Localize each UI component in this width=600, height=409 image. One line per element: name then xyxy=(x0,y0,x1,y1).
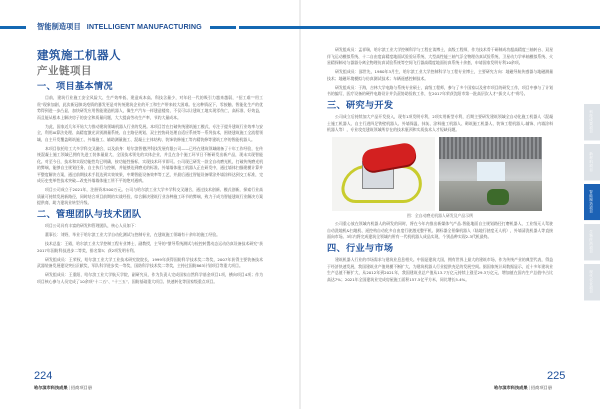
side-tab-label: 现代农业项目 xyxy=(589,270,594,294)
right-column xyxy=(327,47,553,286)
robot-shape xyxy=(487,189,509,205)
figure-caption: 图：全自动磨光机器人研发及产品示例 xyxy=(406,212,474,218)
paragraph: 项目公司成立于2021年，注册资本500万元。公司与哈尔滨工业大学多学科交叉融合，通过技术创新、模式创新，探索行业高质量可持续发展新路径，同时结合项目前期的实战经验，综合解决建筑行业各种施工环节的弊端，致力于成为智能建筑行业解决方案提供商，助力建筑业转型升级。 xyxy=(37,187,263,206)
paragraph: 建筑机器人行业的市场需求与建筑业息息相关。中国是建筑大国，拥有世界上最大的建筑市场，作为传统产业的典型代表，得益于经济快速发展，我国建筑业产值规模不断扩大，为建筑机器人行业提供充足的发展空间。据国家统计局数据显示，近十多年建筑业生产总值不断扩大，从2012年到2021年，我国建筑业总产值从13.7万亿元持续上涨至29.3万亿元，增加值在国内生产总值中占比高达7%；2021年全国建筑业完成房屋施工面积157.5亿平方米，同比增长5.4%。 xyxy=(327,257,553,282)
paragraph: 研发组成员：孟祥瑞，哈尔滨工业大学控制科学与工程在读博士，高级工程师，作为技术骨干研制成功超高精度三轴转台、双星伴飞运动模拟系统、十二自由度高精度地面试验验证系统、大型高性能三轴气浮全物理仿真试验系统、卫星动力学单轴模拟系统、火星精探制动与器器分离全物理仿真试验系统等空间飞行器高精度地面仿真系统十余套，申请国家发明专利10余项。 xyxy=(327,47,553,66)
product-figure xyxy=(332,137,553,211)
paragraph: 研发组成员：邵世先，1980年3月生，哈尔滨工业大学控制科学与工程专业博士，主要研究方向：地磁导航传感器与地磁测量技术；地磁环境模拟与仿真测试技术；车辆遥感控制技术。 xyxy=(327,69,553,81)
footer-separator: | xyxy=(68,385,70,390)
side-tab-4[interactable] xyxy=(584,224,600,261)
footer-left xyxy=(34,385,92,391)
left-column xyxy=(37,80,263,288)
paragraph: 为此，国家近几年开始大力推动建筑领域机器人行业的发展。本项目旨在打破传统建筑施工模式，专注于提升建筑行业效率与安全，利用AI算法处理、高精度激光识别测量系统、自主路径规划、双主控协同处理自适应系统等一系列技术，围绕建筑施工全流程领域，自主开发覆盖砌筑施工、外墙施工、辅助测量施工、混凝土主体结构、装饰装修施工等内精装修等建筑工序的智能机器人。 xyxy=(37,123,263,142)
footer-section: 招商项目册 xyxy=(70,385,92,390)
section-header-cn: 智能制造项目 xyxy=(37,22,81,31)
section-heading-basic-info: 一、项目基本情况 xyxy=(37,81,113,92)
paragraph: 目前，建筑行业施工安全风险大、生产效率低、建造成本高、科技含量少，对年轻一代的吸引力越来越弱，“招工难”“用工贵”现象加剧，此次新冠肺炎疫情的暴发更是对传统建筑企业的开工和生产带来较大困难。在这种情况下，零接触、智能化生产的优势得到进一步凸显，加快研发应用智能建造机器人，像生产汽车一样建造楼房，不仅可以让建筑工地实现零伤亡，高标准、好效益，而且能从根本上解决房子的安全和质量问题，大大提高劳动生产率，节约大量成本。 xyxy=(37,95,263,120)
page-number-right: 225 xyxy=(547,370,566,382)
footer-right xyxy=(494,385,552,391)
section-header-en: INTELLIGENT MANUFACTURING xyxy=(86,22,202,31)
paragraph: 董事长：刘野，毕业于哈尔滨工业大学自动化测试与控制专业，在建筑施工领域有十余年的施工经验。 xyxy=(45,232,221,238)
page-title: 建筑施工机器人 xyxy=(37,48,121,62)
header-rule-mid xyxy=(210,26,236,29)
section-header-label xyxy=(37,22,202,32)
side-tab-label: 生物医药项目 xyxy=(589,230,594,254)
page-gutter xyxy=(299,0,301,409)
paragraph: 技术总监：王殿，哈尔滨工业大学控制工程专业博士，副教授，主导的“惯导系统测试与检控转置动态运动仿真设备技术研究”获2017年国防科技进步二等奖，排名第5；获2项发明专利。 xyxy=(37,241,264,253)
footer-section: 招商项目册 xyxy=(530,385,552,390)
section-heading-rnd: 三、研究与开发 xyxy=(327,100,394,111)
side-tab-3-active[interactable] xyxy=(584,184,600,221)
section-heading-market: 四、行业与市场 xyxy=(327,243,394,255)
footer-publication: 哈尔滨市科技成果 xyxy=(34,385,68,390)
polishing-robot-render-image xyxy=(332,137,435,211)
header-rule-right xyxy=(239,26,600,29)
robot-showroom-photo xyxy=(439,137,542,211)
side-tab-2[interactable] xyxy=(584,144,600,181)
footer-publication: 哈尔滨市科技成果 xyxy=(494,385,528,390)
page-subtitle: 产业链项目 xyxy=(37,65,92,77)
side-tab-label: 新材料项目 xyxy=(589,152,594,172)
section-heading-team: 二、管理团队与技术团队 xyxy=(37,209,142,221)
hallway-shape xyxy=(477,162,505,182)
paragraph: 公司重心放在领域内机器人的研发的同时，将在今年内推出新媒体气产品-智能地面自主规划路径打磨机器人、工业级无人驾驶自动洗地机&扫地机、遥控构自动化多自由度行驶激光整平机、测标器全景像机器人（陆地行驶度无人机），外墙清洗机器人等直接面向市场。3年内将完成建筑全领域内所有一代机机器人成品实现，个别品种实现2-3代机最终。 xyxy=(327,221,553,240)
side-tab-label: 科技成果项目 xyxy=(589,110,594,134)
page-number-left: 224 xyxy=(34,370,53,382)
side-tab-1[interactable] xyxy=(584,104,600,141)
side-tab-5[interactable] xyxy=(584,264,600,301)
footer-separator: | xyxy=(528,385,530,390)
paragraph: 公司成立后持续加大产品开发投入，现有1项发明专利，2项实用新型专利，后期主要研发建筑领域全自动化施工机器人（混凝土施工机器人、自主行进四足铁壁机器人、外墙保温、抹灰、涂料施工机器人、砌筑施工机器人、装饰工程机器人-辅饰、内墙涂料机器人等），专业攻克建筑领域所存在的技术瓶颈和实质技术人才短缺问题。 xyxy=(327,114,553,133)
header-rule-left xyxy=(0,26,26,29)
paragraph: 本项目依托哈工大多学科交叉融合，以及前身：哈尔滨智德洪科技发展有限公司——已经在建筑领域储备了十年工作经验，在传统混凝土施工领域已拥有先进工装体量最大，全国技术领先的实体企业，并且在各个施工环节日不断研发出新产品，现未实现智能化。对至今日，技术和实现功能性均已明确，按功能性指标，实现技术环节即可。公司现已研发一款全自动磨光机，打破传统磨光机的弊端，能够自主规划任务，自主执行与控制，并能够达到磨光的标准。外墙墙体施工机器人正在研发中，通过墙体扫描建模计算并平整度解决方案，通过前期技术手段达到实效效果，中期智能设备效率等工艺，并最后通过智能设备喷涂外墙涂料达到交工标准，完成历史变革性技术突破—改变外墙墙体施工所不平的绝对通病。 xyxy=(37,145,263,184)
section-side-tabs xyxy=(584,104,600,302)
side-tab-label: 智能制造项目 xyxy=(589,190,594,214)
paragraph: 项目公司具有丰富的研发和管理团队，核心人员如下： xyxy=(45,223,139,229)
ceiling-shape xyxy=(439,137,542,159)
paragraph: 研发组成员：于海，吉林大学电路与系统专业硕士，高级工程师，参与了多个国家以及省市项目的研发工作，项目中参与了计划书的编写，医疗设备的硬件电路设计并负责协助验收工作，在2017年荣获沈阳市第一批高层次人才“拔尖人才”称号。 xyxy=(327,84,553,97)
paragraph: 研发组成员：王荣权，哈尔滨工业大学工业技术研究院院长，1999年获得国防科学技术奖二等奖，2007年获得主要装备技术武器装备发展建设突出贡献奖，军队科学进步奖一等奖，国防科学技术奖二等奖，主持过国防863计划项目等重大项目。 xyxy=(37,256,263,269)
paragraph: 研发组成员：王重阳，哈尔滨工业大学航天学院，副研究员，作为负责人完成国家自然科学基金项目1项，横向项目4项；作为项目核心参与人员完成了10余项“十二五”、“十三五”、国防基础重大项目、快速转化等国家级重点项目。 xyxy=(37,272,263,284)
